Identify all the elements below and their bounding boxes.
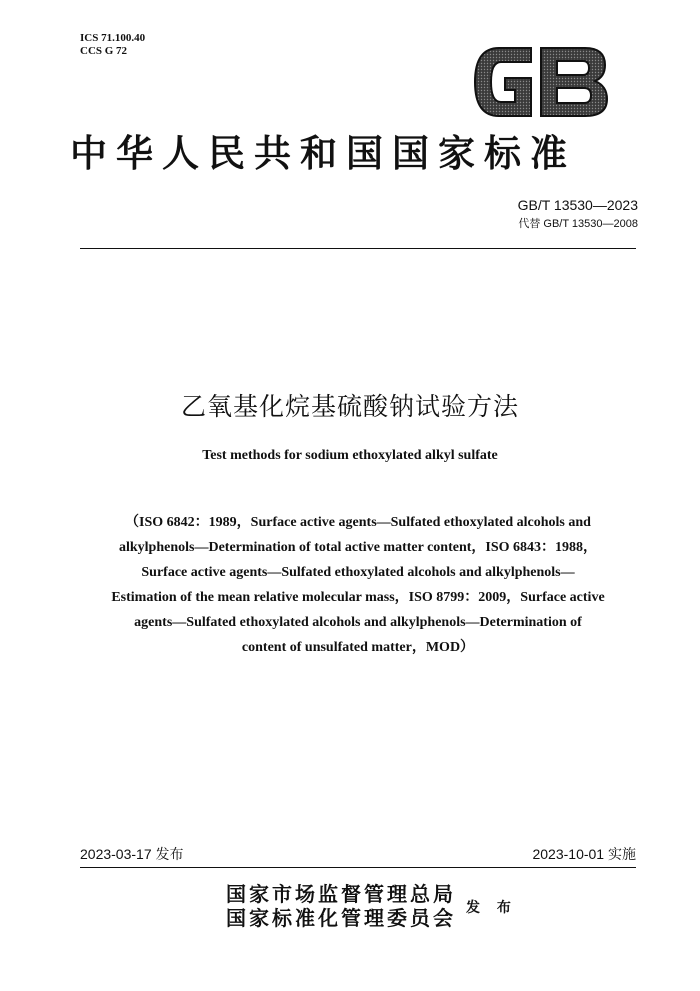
- effective-date: 2023-10-01 实施: [532, 846, 636, 862]
- classification-codes: [80, 32, 145, 58]
- replaces-standard: 代替 GB/T 13530—2008: [518, 218, 638, 230]
- standard-number: GB/T 13530—2023: [517, 197, 638, 213]
- ics-code: ICS 71.100.40: [80, 32, 146, 44]
- header-divider: [80, 248, 636, 249]
- modification-line: alkylphenols—Determination of total active matter content，ISO 6843：1988，: [118, 540, 598, 555]
- issuer-samr: 国家市场监督管理总局: [226, 882, 456, 906]
- modification-line: Surface active agents—Sulfated ethoxylated alcohols and alkylphenols—: [141, 565, 575, 580]
- modification-line: Estimation of the mean relative molecular mass，ISO 8799：2009，Surface active: [111, 590, 605, 605]
- modification-line: agents—Sulfated ethoxylated alcohols and alkylphenols—Determination of: [134, 615, 582, 630]
- issue-date: 2023-03-17 发布: [80, 846, 184, 862]
- issuing-bodies: [226, 882, 456, 930]
- gb-logo: [471, 44, 611, 120]
- chinese-title: 乙氧基化烷基硫酸钠试验方法: [180, 392, 519, 421]
- national-standard-title: 中华人民共和国国家标准: [70, 131, 576, 175]
- modification-line: （ISO 6842：1989，Surface active agents—Sulfated ethoxylated alcohols and: [125, 515, 591, 530]
- publish-label: 发 布: [466, 900, 517, 916]
- ccs-code: CCS G 72: [80, 45, 128, 57]
- modification-note: [78, 510, 638, 660]
- footer-divider: [80, 867, 636, 868]
- issuer-sac: 国家标准化管理委员会: [226, 906, 456, 930]
- modification-line: content of unsulfated matter，MOD）: [241, 640, 475, 655]
- english-title: Test methods for sodium ethoxylated alkyl sulfate: [202, 448, 498, 463]
